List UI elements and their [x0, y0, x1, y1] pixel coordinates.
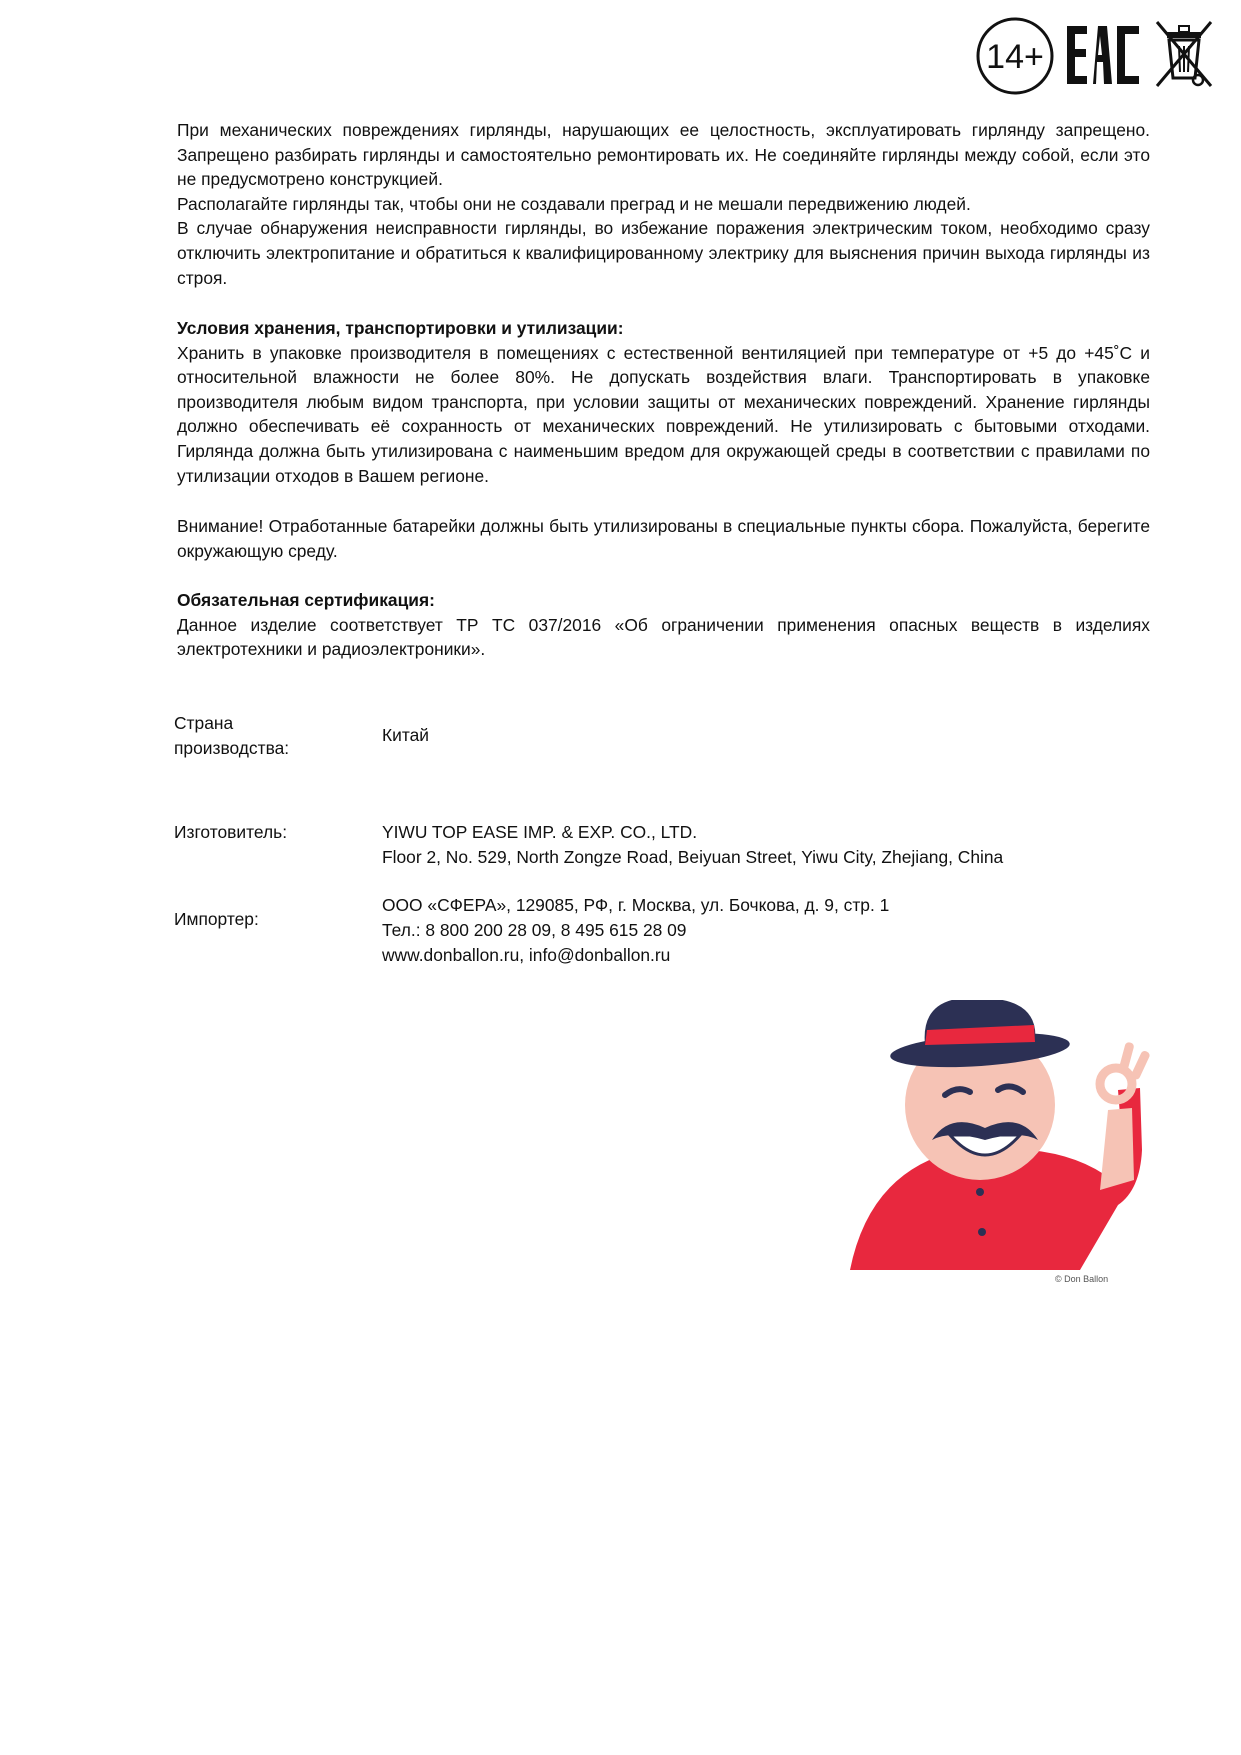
- manufacturer-value: YIWU TOP EASE IMP. & EXP. CO., LTD. Floor 2, No. 529, North Zongze Road, Beiyuan Street, Yiwu City, Zhejiang, China: [382, 822, 1004, 867]
- safety-paragraph: В случае обнаружения неисправности гирлянды, во избежание поражения электрическим током, необходимо сразу отключить электропитание и обратиться к квалифицированному электрику для выяснения причин выхода гирлянды из строя.: [177, 218, 1150, 288]
- certification-section: [177, 588, 1150, 662]
- importer-value: ООО «СФЕРА», 129085, РФ, г. Москва, ул. Бочкова, д. 9, стр. 1 Тел.: 8 800 200 28 09, 8 495 615 28 09 www.donballon.ru, info@donballon.ru: [382, 893, 889, 968]
- battery-warning-text: Внимание! Отработанные батарейки должны быть утилизированы в специальные пункты сбора. Пожалуйста, берегите окружающую среду.: [177, 516, 1150, 561]
- storage-section: [177, 316, 1150, 488]
- age-rating-icon: [975, 16, 1055, 96]
- no-trash-bin-icon: [1151, 18, 1217, 90]
- certification-heading: Обязательная сертификация:: [177, 590, 435, 610]
- eac-mark-icon: [1065, 22, 1143, 92]
- certification-marks: [975, 14, 1225, 94]
- battery-warning: [177, 514, 1150, 563]
- mascot-copyright: © Don Ballon: [1055, 1274, 1109, 1284]
- importer-contacts: www.donballon.ru, info@donballon.ru: [382, 945, 671, 965]
- safety-paragraph: Располагайте гирлянды так, чтобы они не создавали преград и не мешали передвижению людей.: [177, 193, 971, 214]
- manufacturer-label: Изготовитель:: [174, 822, 288, 842]
- country-label: Страна производства:: [174, 713, 290, 758]
- storage-text: Хранить в упаковке производителя в помещениях с естественной вентиляцией при температуре от +5 до +45˚С и относительной влажности не более 80%. Не допускать воздействия влаги. Транспортировать в упаковке производителя любым видом транспорта, при условии защиты от механических повреждений. Хранение гирлянды должно обеспечивать её сохранность от механических повреждений. Не утилизировать с бытовыми отходами. Гирлянда должна быть утилизирована с наименьшим вредом для окружающей среды в соответствии с правилами по утилизации отходов в Вашем регионе.: [177, 342, 1150, 486]
- age-rating-text: 14+: [986, 38, 1044, 76]
- storage-heading: Условия хранения, транспортировки и утилизации:: [177, 318, 624, 338]
- country-value: Китай: [382, 725, 430, 745]
- safety-paragraph: При механических повреждениях гирлянды, нарушающих ее целостность, эксплуатировать гирлянду запрещено. Запрещено разбирать гирлянды и самостоятельно ремонтировать их. Не соединяйте гирлянды между собой, если это не предусмотрено конструкцией.: [177, 120, 1150, 190]
- importer-label: Импортер:: [174, 909, 259, 929]
- safety-instructions: [177, 118, 1150, 290]
- don-ballon-mascot-icon: [850, 1000, 1170, 1290]
- certification-text: Данное изделие соответствует ТР ТС 037/2016 «Об ограничении применения опасных веществ в изделиях электротехники и радиоэлектроники».: [177, 614, 1150, 660]
